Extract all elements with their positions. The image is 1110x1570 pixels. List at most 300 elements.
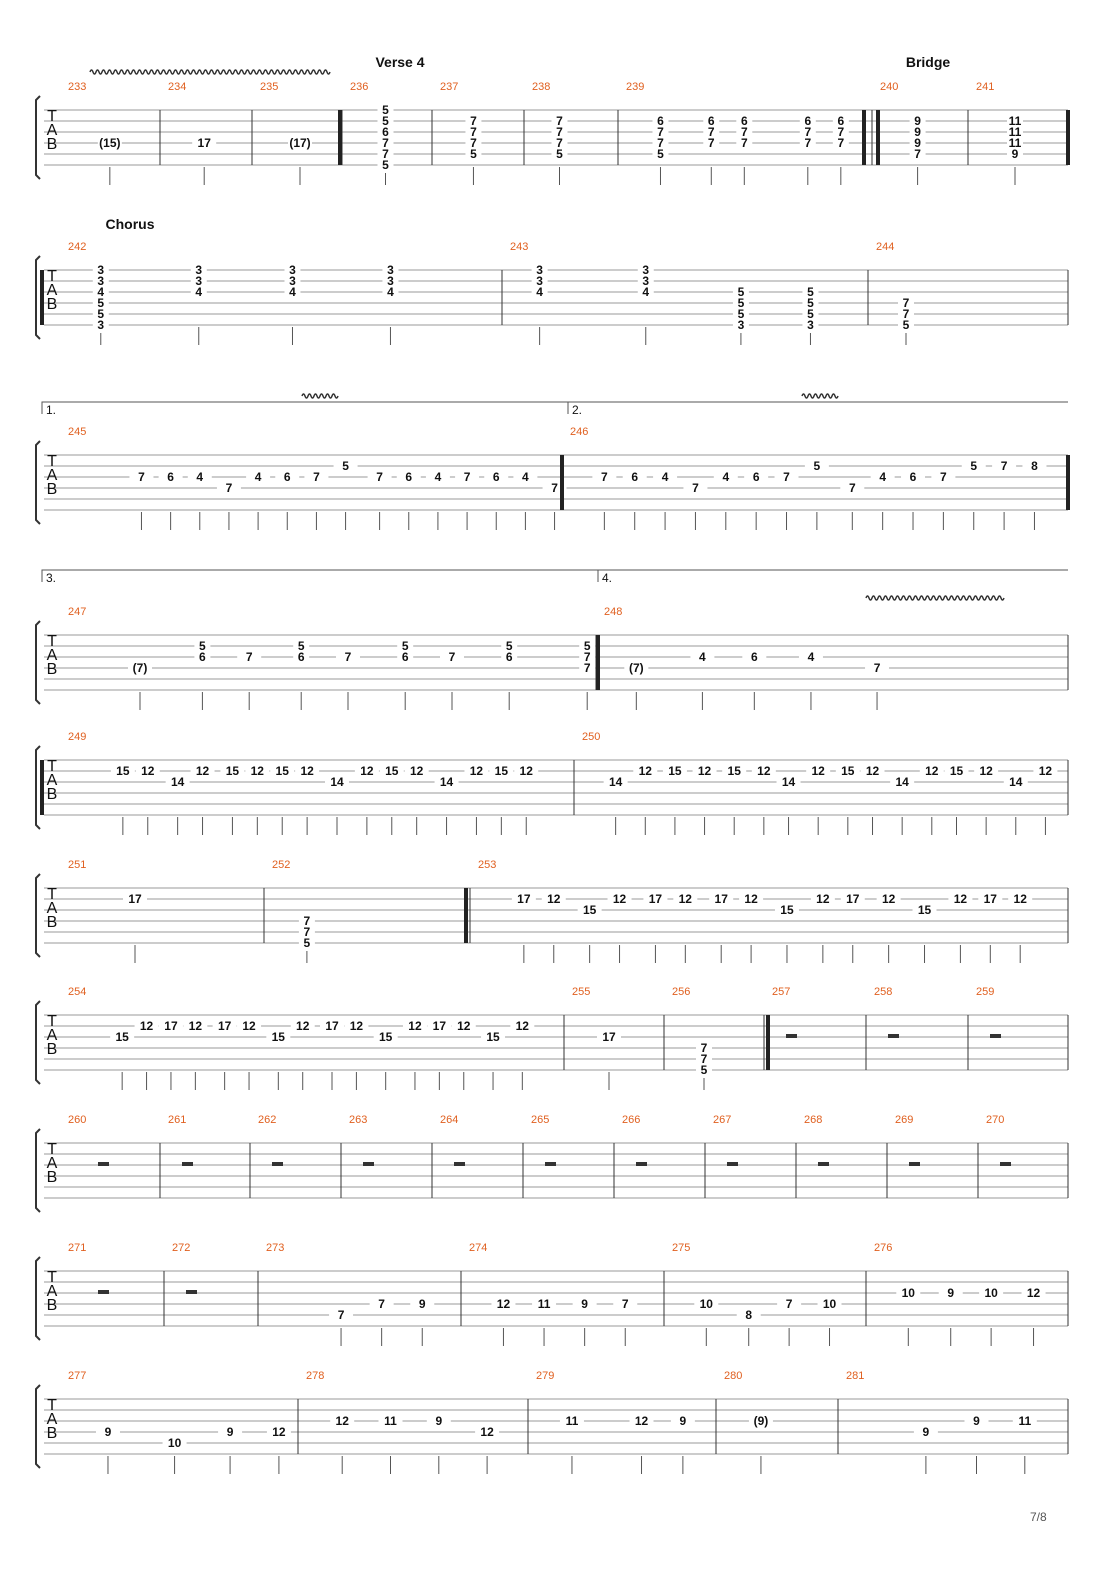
fret-number: 6 [631,470,639,484]
fret-number: 14 [781,775,796,789]
vibrato-mark [866,596,1004,600]
fret-number: 3 [195,274,203,288]
tab-letter-a: A [46,1155,58,1172]
volta-bracket [42,402,568,414]
fret-number: 5 [737,307,745,321]
fret-number: 9 [973,1414,980,1428]
fret-number: 3 [642,274,650,288]
fret-number: 4 [254,470,262,484]
fret-number: 6 [297,650,305,664]
section-label-bridge: Bridge [905,54,951,70]
section-label-chorus: Chorus [105,216,155,232]
volta-label: 2. [572,403,583,417]
fret-number: 10 [167,1436,182,1450]
fret-number: 15 [841,764,855,778]
measure-number: 238 [532,81,551,93]
fret-number: 7 [902,296,910,310]
fret-number: 12 [519,764,533,778]
measure-number: 243 [510,241,529,253]
measure-number: 265 [531,1114,550,1126]
repeat-bar [338,110,342,165]
volta-bracket [598,570,1068,582]
tab-letter-t: T [47,453,57,470]
fret-number: 4 [97,285,105,299]
measure-number: 258 [874,986,893,998]
fret-number: 15 [486,1030,500,1044]
fret-number: 3 [536,274,543,288]
fret-number: 17 [648,892,663,906]
fret-number: 6 [401,650,409,664]
tab-letter-a: A [46,1027,58,1044]
fret-number: 12 [410,764,424,778]
repeat-bar [1066,455,1070,510]
tab-letter-t: T [47,1269,57,1286]
tab-letter-a: A [46,647,58,664]
fret-number: 5 [382,103,389,117]
fret-number: 5 [807,296,814,310]
fret-number: 7 [463,470,471,484]
half-rest [990,1034,1001,1038]
measure-number: 240 [880,81,899,93]
fret-number: 5 [342,459,349,473]
tab-staff-r10 [36,1385,1068,1474]
fret-number: 7 [138,470,145,484]
fret-number: 7 [601,470,608,484]
fret-number: 15 [494,764,509,778]
fret-number: 7 [337,1308,345,1322]
fret-number: 17 [325,1019,339,1033]
fret-number: 4 [195,285,203,299]
fret-number: 8 [1031,459,1038,473]
repeat-bar [464,888,468,943]
fret-number: (17) [289,136,311,150]
fret-number: 9 [679,1414,687,1428]
fret-number: 12 [296,1019,310,1033]
fret-number: 11 [1008,136,1022,150]
fret-number: 7 [583,661,591,675]
half-rest [272,1162,283,1166]
fret-number: 12 [349,1019,364,1033]
tab-letter-b: B [46,136,58,153]
staff-bracket [36,1001,40,1084]
fret-number: 9 [922,1425,930,1439]
fret-number: 12 [408,1019,422,1033]
fret-number: 6 [750,650,758,664]
fret-number: 12 [634,1414,649,1428]
measure-number: 269 [895,1114,914,1126]
volta-label: 3. [46,571,57,585]
volta-bracket [42,570,598,582]
fret-number: 6 [909,470,917,484]
fret-number: 12 [242,1019,256,1033]
fret-number: 15 [582,903,597,917]
measure-number: 255 [572,986,591,998]
fret-number: 12 [195,764,210,778]
fret-number: 7 [245,650,253,664]
fret-number: 7 [448,650,456,664]
measure-number: 272 [172,1242,191,1254]
fret-number: 12 [1038,764,1053,778]
tab-letter-t: T [47,1397,57,1414]
fret-number: 17 [983,892,997,906]
fret-number: 7 [378,1297,385,1311]
measure-number: 256 [672,986,691,998]
fret-number: 3 [97,318,105,332]
fret-number: 4 [387,285,394,299]
measure-number: 249 [68,731,87,743]
measure-number: 281 [846,1370,865,1382]
half-rest [909,1162,920,1166]
measure-number: 274 [469,1242,488,1254]
fret-number: 7 [556,136,563,150]
fret-number: 7 [657,136,664,150]
fret-number: 7 [837,136,845,150]
fret-number: 12 [697,764,712,778]
fret-number: 7 [344,650,352,664]
fret-number: 3 [289,274,296,288]
tab-letter-a: A [46,1411,58,1428]
repeat-bar [876,110,880,165]
tab-letter-b: B [46,1425,58,1442]
measure-number: 236 [350,81,369,93]
fret-number: 3 [195,263,203,277]
fret-number: 15 [115,1030,129,1044]
fret-number: 12 [188,1019,203,1033]
vibrato-mark [90,70,330,74]
fret-number: 12 [141,764,155,778]
measure-number: 266 [622,1114,641,1126]
tab-letter-b: B [46,296,58,313]
repeat-bar [1066,110,1070,165]
fret-number: 5 [97,296,105,310]
fret-number: 9 [435,1414,443,1428]
fret-number: 9 [418,1297,426,1311]
fret-number: 7 [740,125,748,139]
tab-letter-a: A [46,282,58,299]
half-rest [98,1290,109,1294]
fret-number: 4 [434,470,442,484]
fret-number: 4 [196,470,204,484]
fret-number: 6 [492,470,500,484]
fret-number: 7 [940,470,947,484]
fret-number: 5 [902,318,910,332]
fret-number: 6 [405,470,413,484]
measure-number: 241 [976,81,995,93]
measure-number: 245 [68,426,87,438]
fret-number: 9 [914,125,921,139]
fret-number: 6 [740,114,748,128]
repeat-bar [40,760,44,815]
staff-bracket [36,1385,40,1468]
fret-number: 5 [807,285,814,299]
fret-number: 11 [1018,1414,1032,1428]
fret-number: 12 [1026,1286,1041,1300]
repeat-bar [862,110,866,165]
fret-number: 17 [164,1019,178,1033]
fret-number: 14 [1009,775,1023,789]
fret-number: 5 [401,639,409,653]
half-rest [1000,1162,1011,1166]
measure-number: 253 [478,859,497,871]
page-number: 7/8 [1030,1510,1047,1524]
fret-number: 12 [811,764,825,778]
measure-number: 247 [68,606,87,618]
fret-number: 12 [757,764,771,778]
tab-letter-a: A [46,1283,58,1300]
fret-number: 4 [699,650,706,664]
fret-number: 7 [382,147,389,161]
fret-number: 5 [583,639,591,653]
fret-number: 7 [376,470,383,484]
half-rest [727,1162,738,1166]
fret-number: 15 [949,764,964,778]
tab-staff-r2 [36,256,1068,345]
fret-number: 7 [783,470,790,484]
vibrato-mark [302,394,338,398]
fret-number: 6 [657,114,664,128]
fret-number: 12 [457,1019,471,1033]
fret-number: 7 [740,136,748,150]
fret-number: 10 [699,1297,713,1311]
volta-label: 1. [46,403,57,417]
repeat-bar [40,270,44,325]
tab-staff-r5 [36,746,1068,835]
fret-number: (15) [99,136,121,150]
fret-number: 10 [822,1297,837,1311]
fret-number: (7) [628,661,644,675]
fret-number: 12 [139,1019,154,1033]
staff-bracket [36,1129,40,1212]
fret-number: 5 [470,147,477,161]
fret-number: 7 [707,136,715,150]
fret-number: 5 [199,639,206,653]
staff-bracket [36,621,40,704]
fret-number: 12 [1013,892,1027,906]
tab-letter-a: A [46,467,58,484]
tab-letter-t: T [47,758,57,775]
fret-number: 10 [901,1286,915,1300]
measure-number: 251 [68,859,87,871]
fret-number: 4 [642,285,650,299]
fret-number: 7 [470,125,477,139]
measure-number: 239 [626,81,645,93]
measure-number: 276 [874,1242,893,1254]
fret-number: 3 [289,263,296,277]
fret-number: 15 [271,1030,285,1044]
tab-letter-t: T [47,633,57,650]
fret-number: 9 [914,136,921,150]
fret-number: 6 [804,114,812,128]
fret-number: 5 [970,459,978,473]
fret-number: 5 [700,1063,708,1077]
fret-number: 5 [556,147,563,161]
fret-number: 7 [583,650,591,664]
fret-number: 7 [902,307,910,321]
fret-number: 12 [881,892,896,906]
volta-label: 4. [602,571,613,585]
fret-number: 5 [303,936,311,950]
tab-letter-b: B [46,1041,58,1058]
fret-number: 15 [917,903,932,917]
fret-number: 6 [283,470,291,484]
fret-number: 5 [807,307,814,321]
tab-letter-t: T [47,1013,57,1030]
fret-number: 7 [873,661,881,675]
measure-number: 263 [349,1114,368,1126]
fret-number: 4 [536,285,543,299]
measure-number: 242 [68,241,87,253]
fret-number: 14 [170,775,185,789]
fret-number: 5 [382,158,389,172]
fret-number: 15 [727,764,741,778]
fret-number: 10 [984,1286,998,1300]
fret-number: 15 [379,1030,393,1044]
fret-number: 6 [752,470,760,484]
measure-number: 278 [306,1370,325,1382]
fret-number: 5 [737,296,745,310]
vibrato-mark [802,394,838,398]
measure-number: 280 [724,1370,743,1382]
fret-number: 7 [382,136,389,150]
measure-number: 235 [260,81,279,93]
tab-letter-t: T [47,108,57,125]
section-label-verse4: Verse 4 [375,54,425,70]
measure-number: 246 [570,426,589,438]
fret-number: 3 [807,318,814,332]
fret-number: 3 [97,274,105,288]
fret-number: (7) [132,661,148,675]
fret-number: 12 [250,764,264,778]
fret-number: 6 [382,125,389,139]
fret-number: 6 [837,114,845,128]
fret-number: 11 [537,1297,551,1311]
fret-number: 12 [925,764,939,778]
fret-number: 12 [953,892,968,906]
tab-letter-b: B [46,481,58,498]
measure-number: 279 [536,1370,555,1382]
staff-bracket [36,256,40,339]
half-rest [545,1162,556,1166]
fret-number: 7 [785,1297,793,1311]
fret-number: 11 [565,1414,579,1428]
tab-letter-a: A [46,772,58,789]
tab-staff-r6 [36,874,1068,963]
staff-bracket [36,1257,40,1340]
fret-number: 12 [272,1425,286,1439]
measure-number: 248 [604,606,623,618]
measure-number: 277 [68,1370,87,1382]
fret-number: 12 [816,892,830,906]
fret-number: 7 [556,125,563,139]
fret-number: 7 [657,125,664,139]
fret-number: 12 [678,892,692,906]
fret-number: 4 [522,470,529,484]
fret-number: 5 [737,285,745,299]
fret-number: 12 [515,1019,529,1033]
tab-letter-b: B [46,914,58,931]
measure-number: 244 [876,241,895,253]
fret-number: 5 [97,307,105,321]
fret-number: 9 [947,1286,955,1300]
measure-number: 234 [168,81,187,93]
tab-letter-a: A [46,900,58,917]
fret-number: 7 [470,136,477,150]
half-rest [786,1034,797,1038]
fret-number: (9) [753,1414,769,1428]
tab-letter-b: B [46,1169,58,1186]
fret-number: 9 [1011,147,1019,161]
fret-number: 17 [602,1030,616,1044]
repeat-bar [766,1015,770,1070]
fret-number: 14 [895,775,909,789]
measure-number: 268 [804,1114,823,1126]
repeat-bar [596,635,600,690]
tab-staff-r7 [36,1001,1068,1090]
measure-number: 252 [272,859,291,871]
measure-number: 257 [772,986,791,998]
measure-number: 273 [266,1242,285,1254]
fret-number: 14 [330,775,344,789]
fret-number: 17 [846,892,860,906]
fret-number: 11 [1008,125,1022,139]
measure-number: 275 [672,1242,691,1254]
fret-number: 12 [469,764,484,778]
fret-number: 5 [297,639,305,653]
fret-number: 17 [217,1019,232,1033]
tab-letter-b: B [46,661,58,678]
fret-number: 12 [979,764,993,778]
tab-letter-b: B [46,786,58,803]
half-rest [98,1162,109,1166]
fret-number: 4 [879,470,887,484]
fret-number: 7 [551,481,558,495]
fret-number: 5 [382,114,389,128]
fret-number: 12 [480,1425,494,1439]
fret-number: 3 [536,263,543,277]
fret-number: 7 [470,114,477,128]
half-rest [888,1034,899,1038]
measure-number: 262 [258,1114,277,1126]
measure-number: 233 [68,81,87,93]
fret-number: 12 [335,1414,349,1428]
measure-number: 237 [440,81,459,93]
half-rest [818,1162,829,1166]
fret-number: 6 [167,470,174,484]
fret-number: 15 [385,764,399,778]
fret-number: 7 [621,1297,629,1311]
fret-number: 6 [505,650,513,664]
fret-number: 11 [1008,114,1022,128]
fret-number: 5 [505,639,513,653]
measure-number: 261 [168,1114,187,1126]
fret-number: 12 [638,764,652,778]
fret-number: 15 [275,764,289,778]
fret-number: 14 [439,775,454,789]
staff-bracket [36,746,40,829]
tab-staff-r9 [36,1257,1068,1346]
staff-bracket [36,96,40,179]
fret-number: 11 [384,1414,397,1428]
tab-letter-t: T [47,268,57,285]
fret-number: 3 [97,263,105,277]
fret-number: 17 [714,892,728,906]
fret-number: 17 [128,892,142,906]
measure-number: 260 [68,1114,87,1126]
staff-bracket [36,874,40,957]
fret-number: 15 [225,764,240,778]
fret-number: 7 [700,1052,708,1066]
fret-number: 9 [914,114,921,128]
